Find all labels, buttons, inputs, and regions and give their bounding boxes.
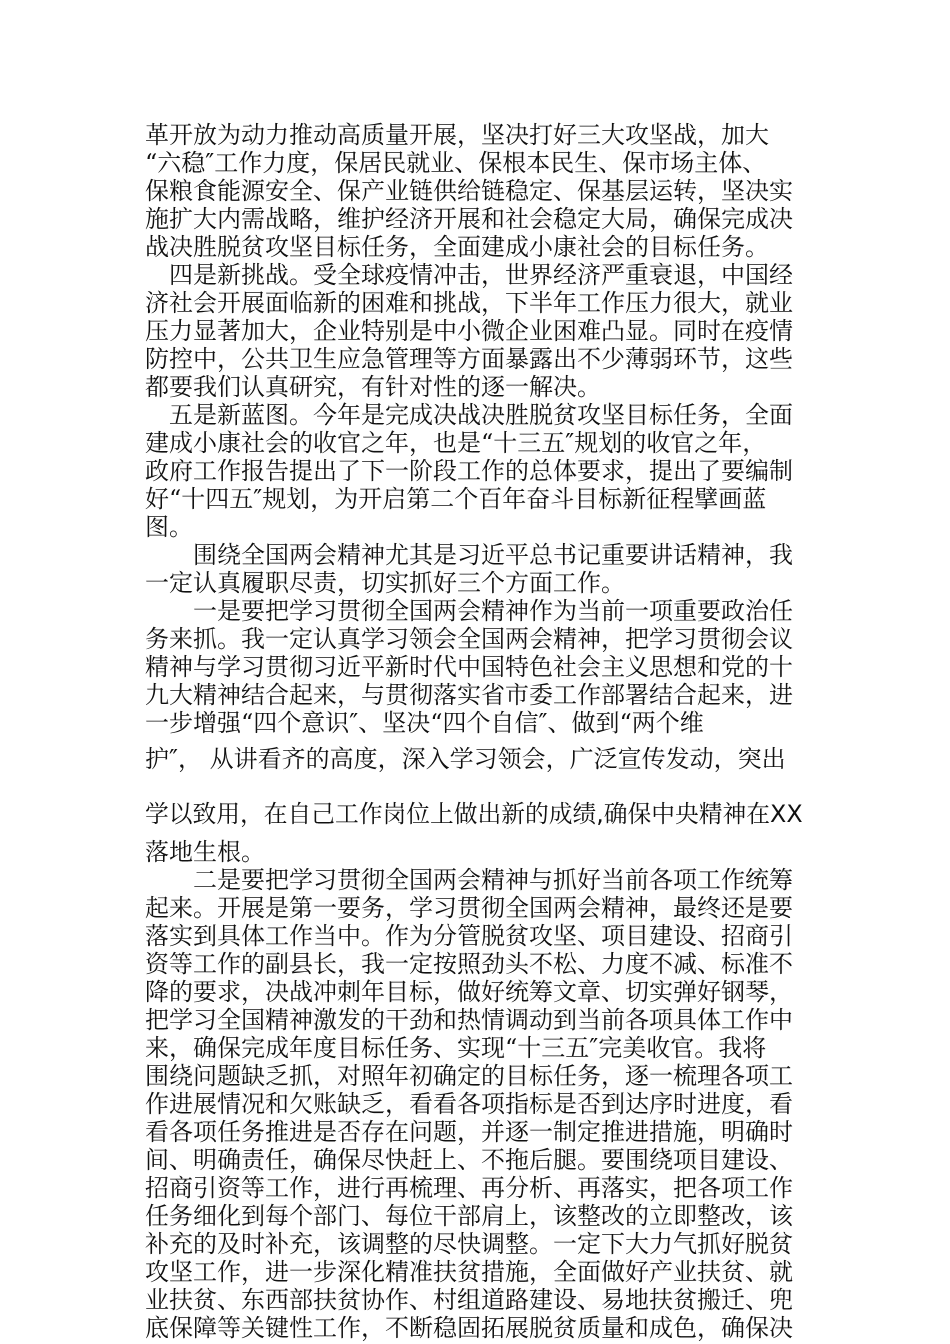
paragraph-first-line: 一是要把学习贯彻全国两会精神作为当前一项重要政治任 bbox=[193, 597, 793, 625]
body-line: 保粮食能源安全、保产业链供给链稳定、保基层运转，坚决实 bbox=[145, 177, 793, 205]
paragraph-first-line: 围绕全国两会精神尤其是习近平总书记重要讲话精神，我 bbox=[193, 541, 793, 569]
body-line: 务来抓。我一定认真学习领会全国两会精神，把学习贯彻会议 bbox=[145, 625, 793, 653]
body-line: 图。 bbox=[145, 513, 193, 541]
body-line: 压力显著加大，企业特别是中小微企业困难凸显。同时在疫情 bbox=[145, 317, 793, 345]
body-line: 看各项任务推进是否存在问题，并逐一制定推进措施，明确时 bbox=[145, 1118, 793, 1146]
body-line: 攻坚工作，进一步深化精准扶贫措施，全面做好产业扶贫、就 bbox=[145, 1258, 793, 1286]
body-line: 一步增强“四个意识″、坚决“四个自信″、做到“两个维 bbox=[145, 709, 704, 737]
body-line: 防控中，公共卫生应急管理等方面暴露出不少薄弱环节，这些 bbox=[145, 345, 793, 373]
paragraph-first-line: 五是新蓝图。今年是完成决战决胜脱贫攻坚目标任务，全面 bbox=[169, 401, 793, 429]
paragraph-first-line: 四是新挑战。受全球疫情冲击，世界经济严重衰退，中国经 bbox=[169, 261, 793, 289]
body-line: 都要我们认真研究，有针对性的逐一解决。 bbox=[145, 373, 601, 401]
body-line: 围绕问题缺乏抓，对照年初确定的目标任务，逐一梳理各项工 bbox=[145, 1062, 793, 1090]
body-line: 招商引资等工作，进行再梳理、再分析、再落实，把各项工作 bbox=[145, 1174, 793, 1202]
body-line: 资等工作的副县长，我一定按照劲头不松、力度不减、标准不 bbox=[145, 950, 793, 978]
body-line: 学以致用，在自己工作岗位上做出新的成绩,确保中央精神在XX bbox=[145, 800, 803, 828]
body-line: 落地生根。 bbox=[145, 838, 265, 866]
body-line: 任务细化到每个部门、每位干部肩上，该整改的立即整改，该 bbox=[145, 1202, 793, 1230]
body-line: “六稳″工作力度，保居民就业、保根本民生、保市场主体、 bbox=[145, 149, 767, 177]
body-line: 落实到具体工作当中。作为分管脱贫攻坚、项目建设、招商引 bbox=[145, 922, 793, 950]
body-line: 补充的及时补充，该调整的尽快调整。一定下大力气抓好脱贫 bbox=[145, 1230, 793, 1258]
body-line: 把学习全国精神激发的干劲和热情调动到当前各项具体工作中 bbox=[145, 1006, 793, 1034]
body-line: 护″， 从讲看齐的高度，深入学习领会，广泛宣传发动，突出 bbox=[145, 745, 786, 773]
body-line: 战决胜脱贫攻坚目标任务，全面建成小康社会的目标任务。 bbox=[145, 233, 769, 261]
body-line: 济社会开展面临新的困难和挑战，下半年工作压力很大，就业 bbox=[145, 289, 793, 317]
body-line: 革开放为动力推动高质量开展，坚决打好三大攻坚战，加大 bbox=[145, 121, 769, 149]
body-line: 底保障等关键性工作，不断稳固拓展脱贫质量和成色，确保决 bbox=[145, 1314, 793, 1342]
body-line: 建成小康社会的收官之年，也是“十三五″规划的收官之年， bbox=[145, 429, 767, 457]
body-line: 业扶贫、东西部扶贫协作、村组道路建设、易地扶贫搬迁、兜 bbox=[145, 1286, 793, 1314]
body-line: 一定认真履职尽责，切实抓好三个方面工作。 bbox=[145, 569, 625, 597]
body-line: 降的要求，决战冲刺年目标，做好统筹文章、切实弹好钢琴， bbox=[145, 978, 793, 1006]
body-line: 好“十四五″规划，为开启第二个百年奋斗目标新征程擘画蓝 bbox=[145, 485, 767, 513]
body-line: 施扩大内需战略，维护经济开展和社会稳定大局，确保完成决 bbox=[145, 205, 793, 233]
body-line: 作进展情况和欠账缺乏，看看各项指标是否到达序时进度，看 bbox=[145, 1090, 793, 1118]
body-line: 来，确保完成年度目标任务、实现“十三五″完美收官。我将 bbox=[145, 1034, 767, 1062]
body-line: 精神与学习贯彻习近平新时代中国特色社会主义思想和党的十 bbox=[145, 653, 793, 681]
body-line: 起来。开展是第一要务，学习贯彻全国两会精神，最终还是要 bbox=[145, 894, 793, 922]
body-line: 间、明确责任，确保尽快赶上、不拖后腿。要围绕项目建设、 bbox=[145, 1146, 793, 1174]
body-line: 九大精神结合起来，与贯彻落实省市委工作部署结合起来，进 bbox=[145, 681, 793, 709]
body-line: 政府工作报告提出了下一阶段工作的总体要求，提出了要编制 bbox=[145, 457, 793, 485]
paragraph-first-line: 二是要把学习贯彻全国两会精神与抓好当前各项工作统筹 bbox=[193, 866, 793, 894]
